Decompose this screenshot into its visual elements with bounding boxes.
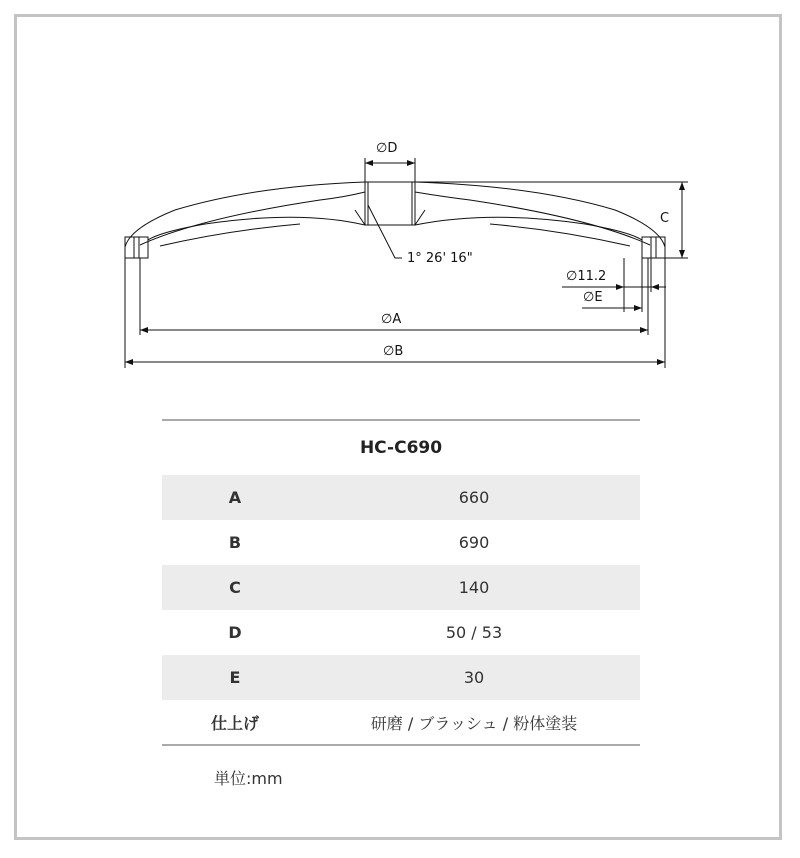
row-key: D (228, 623, 242, 642)
row-key: B (228, 533, 242, 552)
row-value: 690 (458, 533, 490, 552)
table-row (162, 610, 640, 655)
label-diameter-e: ∅E (583, 290, 603, 305)
outer-profile-left (125, 182, 365, 258)
row-value: 140 (308, 565, 640, 610)
outer-profile-right (415, 182, 665, 258)
row-key: 仕上げ (162, 700, 308, 745)
label-diameter-b: ∅B (383, 344, 404, 359)
rib-left (160, 224, 300, 246)
table-row (162, 700, 640, 745)
row-value: 660 (308, 475, 640, 520)
technical-drawing (0, 0, 800, 400)
label-diameter-a: ∅A (381, 312, 402, 327)
under-profile-left (148, 217, 365, 258)
unit-note: 単位:mm (214, 769, 283, 788)
row-key: C (162, 565, 308, 610)
label-diameter-hole: ∅11.2 (566, 269, 607, 284)
table-row (162, 655, 640, 700)
rib-right (490, 224, 630, 246)
label-dim-c: C (660, 211, 670, 226)
row-value: 研磨 / ブラッシュ / 粉体塗装 (308, 700, 640, 745)
center-hub (365, 182, 415, 225)
label-diameter-d: ∅D (376, 141, 398, 156)
model-row (162, 420, 640, 475)
model-name: HC-C690 (162, 420, 640, 475)
row-key: A (162, 475, 308, 520)
table-row (162, 475, 640, 520)
label-angle: 1° 26' 16" (407, 251, 473, 266)
table-row (162, 520, 640, 565)
row-value: 50 / 53 (445, 623, 503, 642)
row-key: E (162, 655, 308, 700)
row-value: 30 (308, 655, 640, 700)
spec-table (162, 419, 640, 746)
table-row (162, 565, 640, 610)
